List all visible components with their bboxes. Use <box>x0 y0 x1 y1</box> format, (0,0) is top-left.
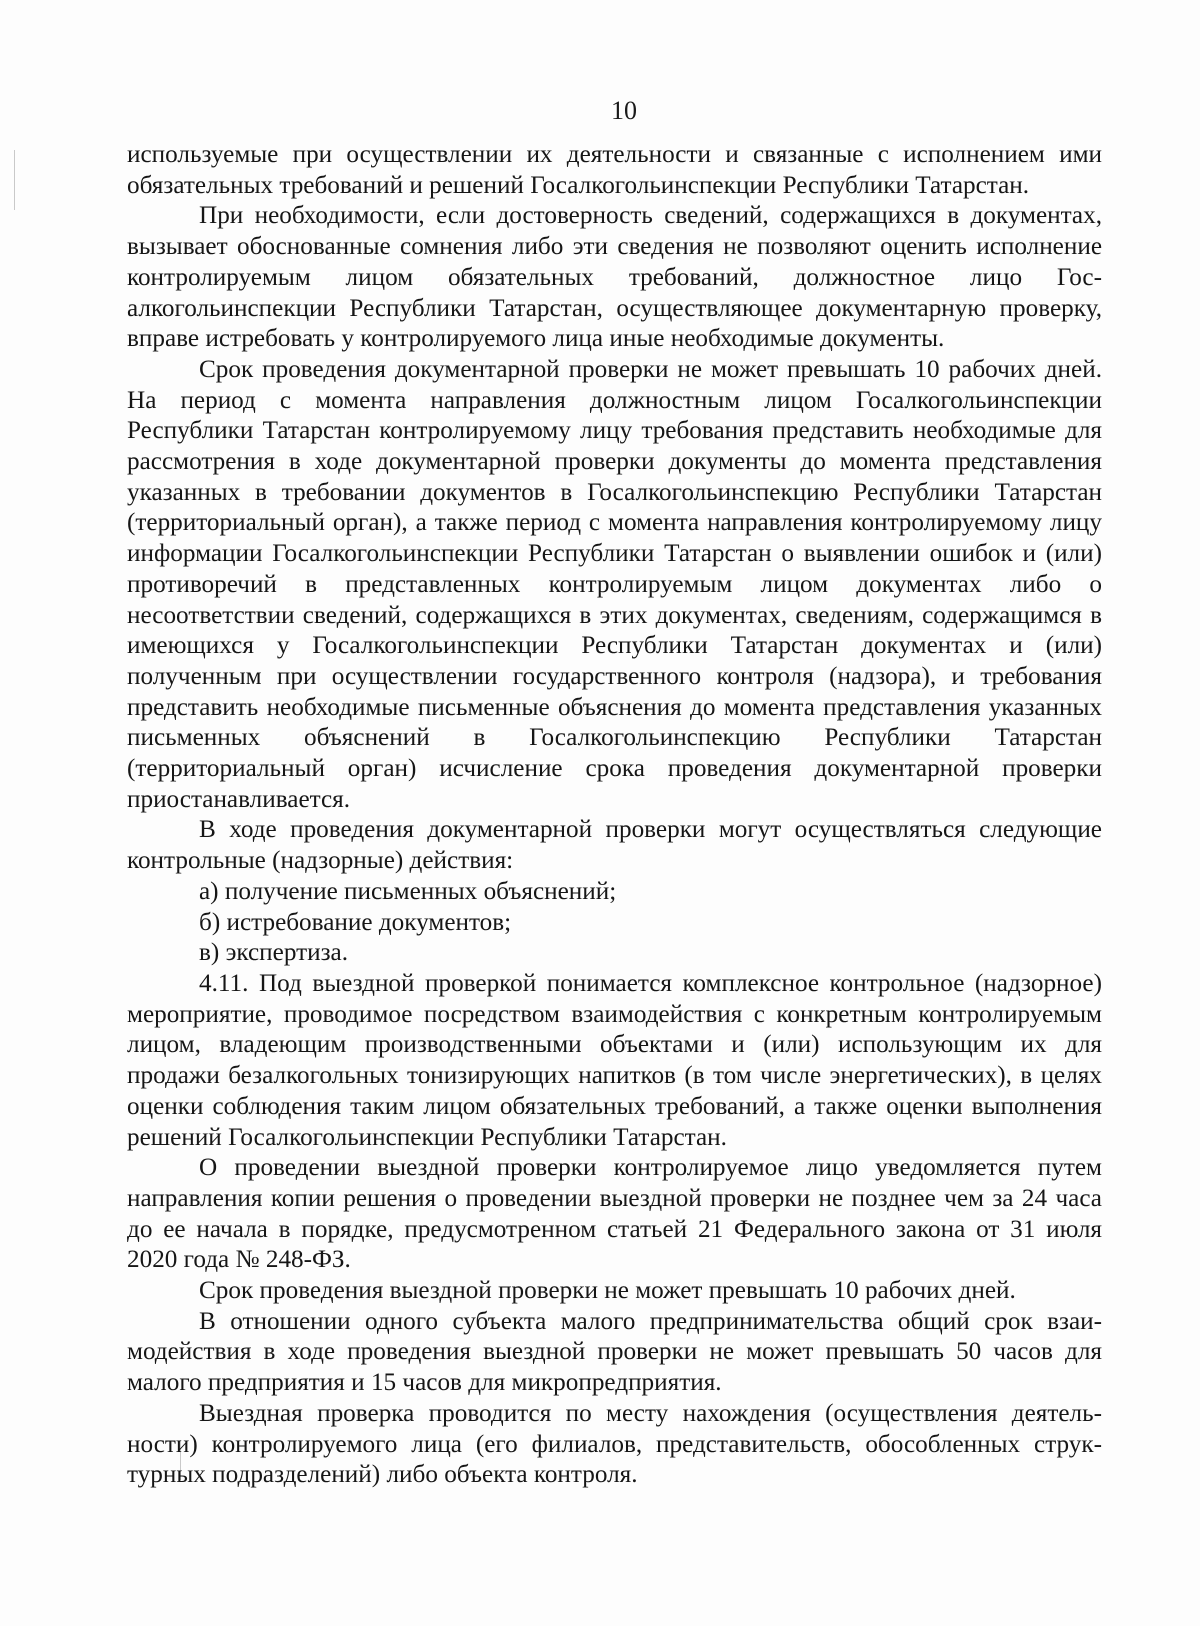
paragraph: В отношении одного субъекта малого предпринимательства общий срок взаимодействия в ходе проведения выездной проверки не может превышать 50 часов для малого предприятия и 15 часов для микропредприятия. <box>127 1307 1102 1397</box>
paragraph: Срок проведения выездной проверки не может превышать 10 рабочих дней. <box>199 1277 1016 1305</box>
paragraph: 4.11. Под выездной проверкой понимается комплексное контрольное (надзорное) мероприятие, проводимое посредством взаимодействия с конкретным контролируемым лицом, владеющим производственными объектами и (или) использующим их для продажи безалкогольных тонизирующих напитков (в том числе энергетических), в целях оценки соблюдения таким лицом обязательных требований, а также оценки выполнения решений Госалкогольинспекции Республики Татарстан. <box>127 969 1102 1151</box>
paragraph: используемые при осуществлении их деятельности и связанные с исполнением ими обязательных требований и решений Госалкогольинспекции Республики Татарстан. <box>127 141 1102 199</box>
paragraph: Выездная проверка проводится по месту нахождения (осуществления деятельности) контролируемого лица (его филиалов, представительств, обособленных структурных подразделений) либо объекта контроля. <box>127 1399 1102 1489</box>
paragraph: В ходе проведения документарной проверки могут осуществляться следующие контрольные (надзорные) действия: <box>127 816 1102 875</box>
paragraph: При необходимости, если достоверность сведений, содержащихся в документах, вызывает обоснованные сомнения либо эти сведения не позволяют оценить исполнение контролируемым лицом обязательных требований, должностное лицо Госалкогольинспекции Республики Татарстан, осуществляющее документарную проверку, вправе истребовать у контролируемого лица иные необходимые документы. <box>127 202 1102 353</box>
page-number: 10 <box>611 96 637 125</box>
paragraph: О проведении выездной проверки контролируемое лицо уведомляется путем направления копии решения о проведении выездной проверки не позднее чем за 24 часа до ее начала в порядке, предусмотренном статьей 21 Федерального закона от 31 июля 2020 года № 248-ФЗ. <box>127 1154 1102 1274</box>
list-item: а) получение письменных объяснений; <box>199 877 617 905</box>
paragraph: Срок проведения документарной проверки не может превышать 10 рабочих дней. На период с момента направления должностным лицом Госалкогольинспекции Республики Татарстан контролируемому лицу требования представить необходимые для рассмотрения в ходе документарной проверки документы до момента представления указанных в требовании документов в Госалкогольинспекцию Республики Татарстан (территориальный орган), а также период с момента направления контролируемому лицу информации Госалкогольинспекции Республики Татарстан о выявлении ошибок и (или) противоречий в представленных контролируемым лицом документах либо о несоответствии сведений, содержащихся в этих документах, сведениям, содержащимся в имеющихся у Госалкогольинспекции Республики Татарстан документах и (или) полученным при осуществлении государственного контроля (надзора), и требования представить необходимые письменные объяснения до момента представления указанных письменных объяснений в Госалкогольинспекцию Республики Татарстан (территориальный орган) исчисление срока проведения документарной проверки приостанавливается. <box>127 355 1102 813</box>
scan-edge-mark <box>14 150 15 210</box>
document-body <box>127 140 1102 1491</box>
list-item: в) экспертиза. <box>199 939 349 967</box>
list-item: б) истребование документов; <box>199 908 512 936</box>
